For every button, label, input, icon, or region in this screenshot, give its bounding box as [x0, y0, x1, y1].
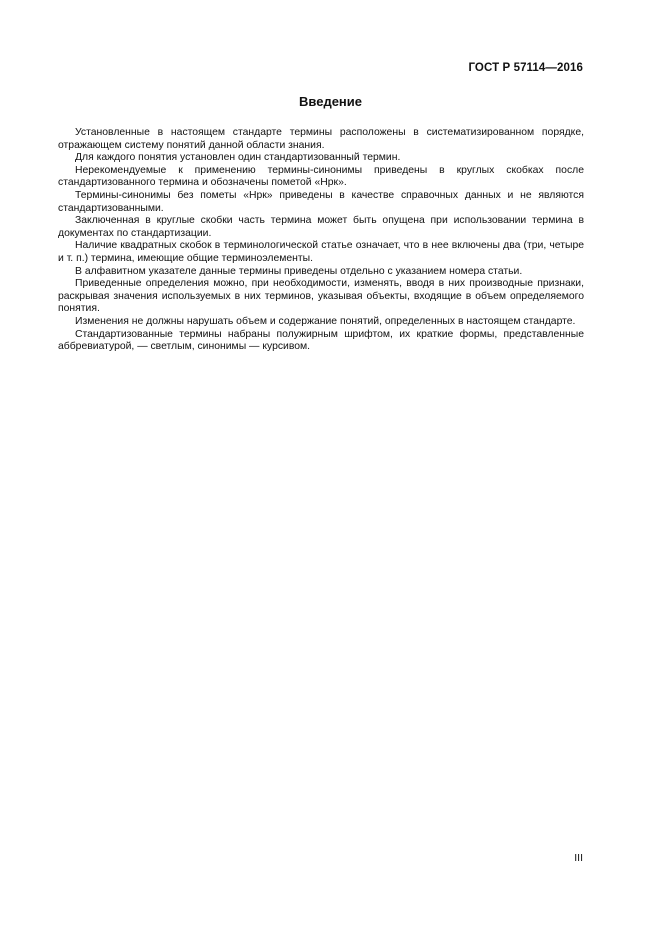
paragraph: Наличие квадратных скобок в терминологической статье означает, что в нее включены два (три, четыре и т. п.) термина, имеющие общие терминоэлементы. [58, 240, 584, 264]
paragraph: Для каждого понятия установлен один стандартизованный термин. [75, 152, 401, 164]
introduction-body [58, 127, 584, 354]
section-heading: Введение [299, 94, 362, 109]
paragraph: Нерекомендуемые к применению термины-синонимы приведены в круглых скобках после стандартизованного термина и обозначены пометой «Нрк». [58, 164, 584, 189]
paragraph: Приведенные определения можно, при необходимости, изменять, вводя в них производные признаки, раскрывая значения используемых в них терминов, указывая объекты, входящие в объем определяемого понятия. [58, 278, 584, 315]
paragraph: Установленные в настоящем стандарте термины расположены в систематизированном порядке, отражающем систему понятий данной области знания. [58, 127, 584, 151]
paragraph: Заключенная в круглые скобки часть термина может быть опущена при использовании термина в документах по стандартизации. [58, 215, 584, 239]
paragraph: Изменения не должны нарушать объем и содержание понятий, определенных в настоящем стандарте. [75, 315, 576, 327]
paragraph: Термины-синонимы без пометы «Нрк» приведены в качестве справочных данных и не являются стандартизованными. [58, 189, 584, 214]
page-number: III [574, 852, 583, 864]
paragraph: В алфавитном указателе данные термины приведены отдельно с указанием номера статьи. [75, 265, 523, 277]
paragraph: Стандартизованные термины набраны полужирным шрифтом, их краткие формы, представленные аббревиатурой, — светлым, синонимы — курсивом. [58, 328, 584, 353]
document-code: ГОСТ Р 57114—2016 [468, 62, 583, 74]
